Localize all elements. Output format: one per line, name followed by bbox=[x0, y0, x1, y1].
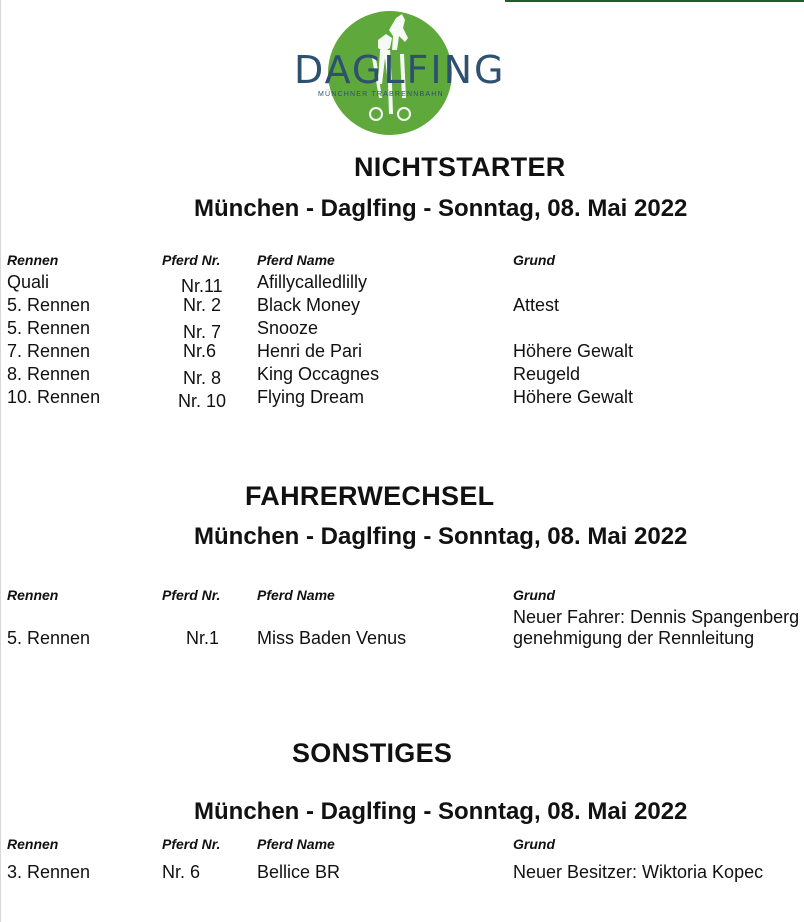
column-header-horse-nr: Pferd Nr. bbox=[162, 252, 221, 268]
column-header-race: Rennen bbox=[7, 836, 59, 852]
column-header-horse-nr: Pferd Nr. bbox=[162, 836, 221, 852]
reason-cell-line-1: Neuer Fahrer: Dennis Spangenberg bbox=[513, 607, 800, 627]
horse-name-cell: Bellice BR bbox=[257, 862, 341, 882]
top-border-line bbox=[505, 0, 804, 2]
race-cell: 3. Rennen bbox=[7, 862, 91, 882]
fahrerwechsel-title: FAHRERWECHSEL bbox=[245, 481, 495, 511]
race-cell: 5. Rennen bbox=[7, 628, 91, 648]
horse-nr-cell: Nr. 10 bbox=[178, 391, 227, 411]
reason-cell: Reugeld bbox=[513, 364, 581, 384]
column-header-horse-name: Pferd Name bbox=[257, 836, 335, 852]
reason-cell: Neuer Besitzer: Wiktoria Kopec bbox=[513, 862, 764, 882]
race-cell: 8. Rennen bbox=[7, 364, 91, 384]
fahrerwechsel-subtitle: München - Daglfing - Sonntag, 08. Mai 2022 bbox=[194, 523, 688, 550]
column-header-horse-name: Pferd Name bbox=[257, 587, 335, 603]
reason-cell: Höhere Gewalt bbox=[513, 341, 634, 361]
column-header-race: Rennen bbox=[7, 252, 59, 268]
left-border-line bbox=[0, 0, 1, 922]
nichtstarter-subtitle: München - Daglfing - Sonntag, 08. Mai 2022 bbox=[194, 195, 688, 222]
race-cell: 5. Rennen bbox=[7, 295, 91, 315]
horse-nr-cell: Nr.6 bbox=[183, 341, 217, 361]
logo-subtitle: MÜNCHNER TRABRENNBAHN bbox=[318, 91, 444, 98]
reason-cell-line-2: genehmigung der Rennleitung bbox=[513, 628, 755, 648]
horse-name-cell: Black Money bbox=[257, 295, 361, 315]
horse-nr-cell: Nr. 8 bbox=[183, 368, 222, 388]
daglfing-logo bbox=[292, 10, 506, 136]
horse-name-cell: Afillycalledlilly bbox=[257, 272, 368, 292]
column-header-reason: Grund bbox=[513, 587, 555, 603]
horse-nr-cell: Nr.11 bbox=[181, 276, 223, 296]
horse-nr-cell: Nr. 7 bbox=[183, 322, 222, 342]
race-cell: Quali bbox=[7, 272, 50, 292]
column-header-horse-name: Pferd Name bbox=[257, 252, 335, 268]
nichtstarter-title: NICHTSTARTER bbox=[354, 152, 566, 182]
sonstiges-title: SONSTIGES bbox=[292, 738, 453, 768]
horse-nr-cell: Nr. 2 bbox=[183, 295, 222, 315]
reason-cell: Attest bbox=[513, 295, 560, 315]
race-cell: 7. Rennen bbox=[7, 341, 91, 361]
horse-name-cell: Snooze bbox=[257, 318, 319, 338]
horse-name-cell: Miss Baden Venus bbox=[257, 628, 407, 648]
column-header-reason: Grund bbox=[513, 252, 555, 268]
column-header-horse-nr: Pferd Nr. bbox=[162, 587, 221, 603]
race-cell: 5. Rennen bbox=[7, 318, 91, 338]
sonstiges-subtitle: München - Daglfing - Sonntag, 08. Mai 2022 bbox=[194, 798, 688, 825]
race-cell: 10. Rennen bbox=[7, 387, 101, 407]
horse-name-cell: King Occagnes bbox=[257, 364, 380, 384]
column-header-race: Rennen bbox=[7, 587, 59, 603]
horse-nr-cell: Nr. 6 bbox=[162, 862, 201, 882]
column-header-reason: Grund bbox=[513, 836, 555, 852]
horse-name-cell: Henri de Pari bbox=[257, 341, 363, 361]
logo-wordmark: DAGLFING bbox=[294, 48, 506, 92]
horse-nr-cell: Nr.1 bbox=[186, 628, 220, 648]
reason-cell: Höhere Gewalt bbox=[513, 387, 634, 407]
horse-name-cell: Flying Dream bbox=[257, 387, 365, 407]
